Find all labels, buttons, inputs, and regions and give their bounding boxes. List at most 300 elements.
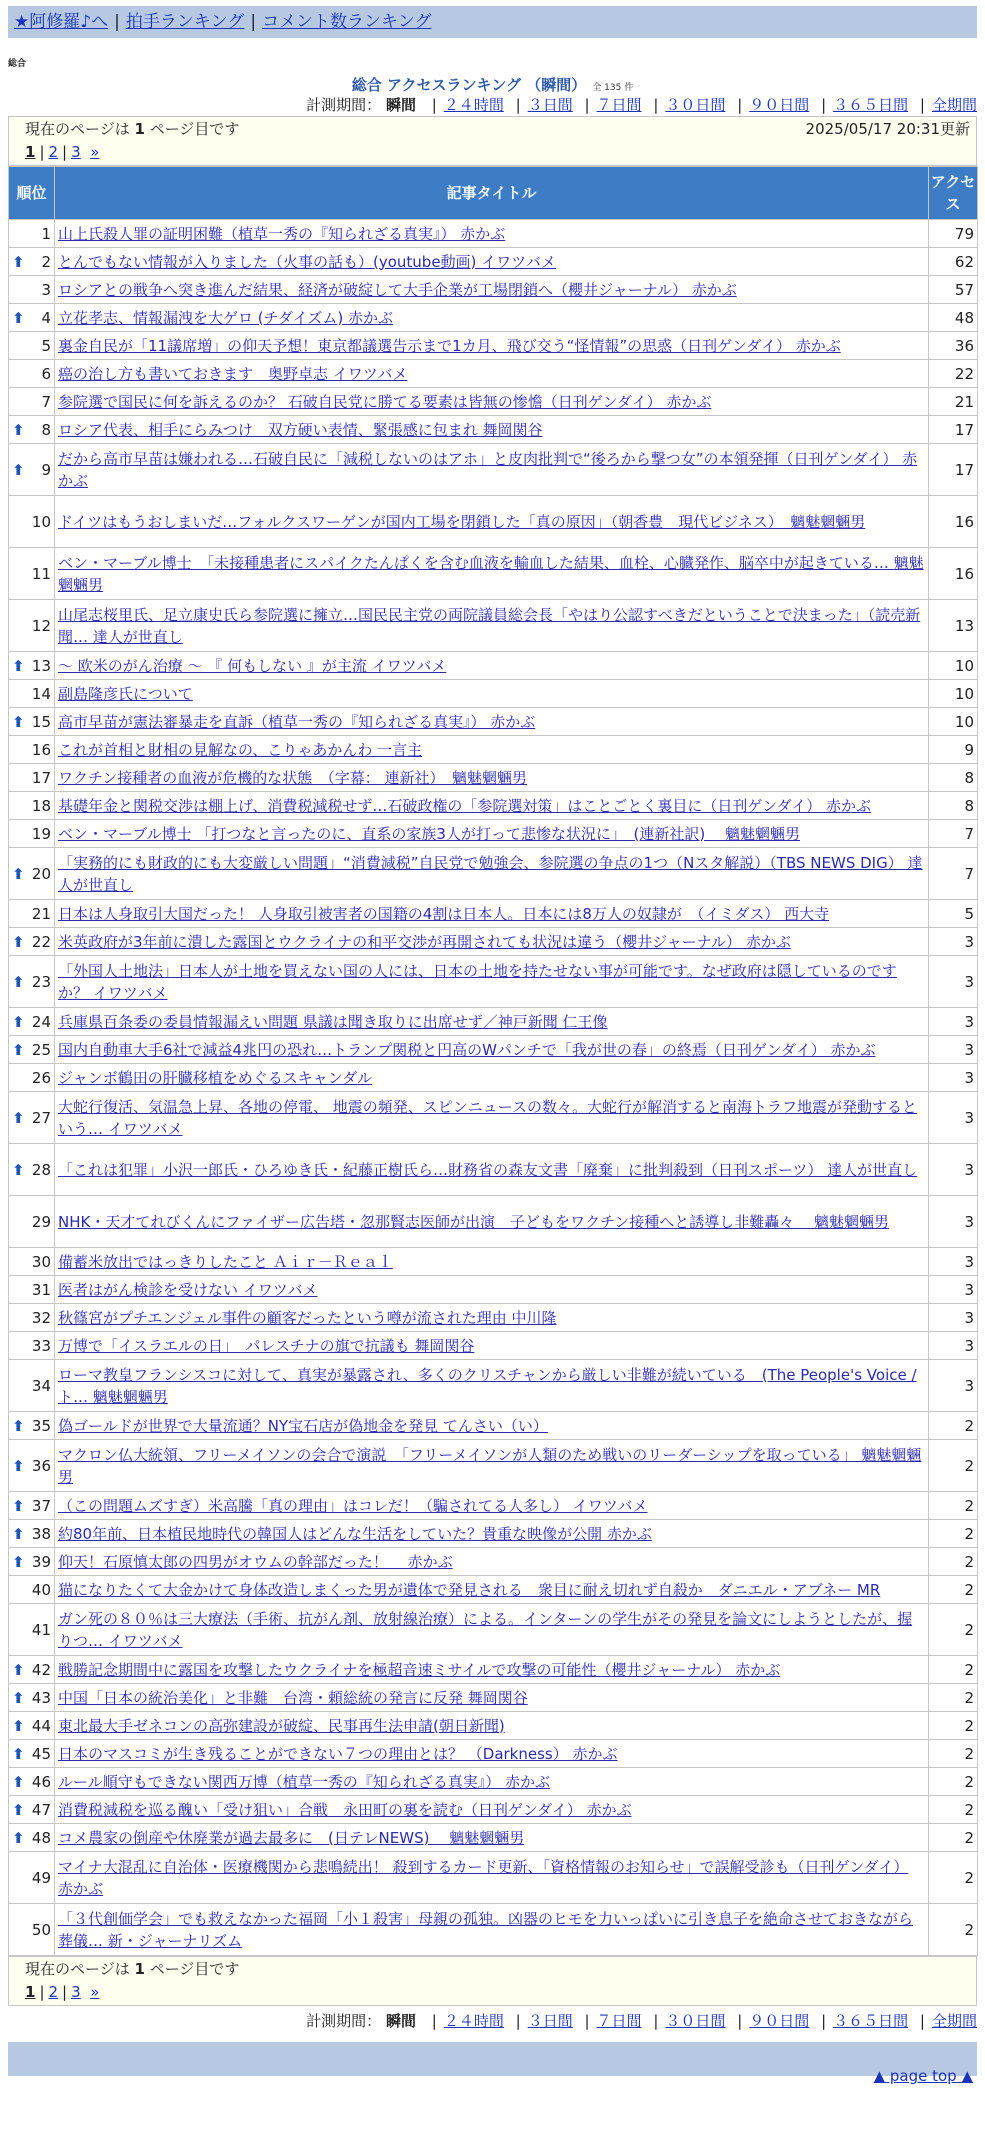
title-cell (55, 1196, 929, 1248)
title-cell (55, 848, 929, 900)
access-count: 16 (929, 496, 978, 548)
article-title-link[interactable]: ルール順守もできない関西万博（植草一秀の『知られざる真実』） 赤かぶ (58, 1772, 550, 1791)
access-count: 10 (929, 652, 978, 680)
nav-link-asyura[interactable]: ★阿修羅♪へ (14, 12, 109, 32)
table-row (9, 848, 978, 900)
title-cell (55, 548, 929, 600)
rank-up-arrow-icon: ⬆ (12, 1416, 25, 1435)
table-row (9, 900, 978, 928)
access-count: 16 (929, 548, 978, 600)
article-title-link[interactable]: 仰天！石原慎太郎の四男がオウムの幹部だった！ 赤かぶ (58, 1552, 453, 1571)
rank-number: 7 (41, 392, 51, 411)
rank-cell (9, 1412, 55, 1440)
rank-cell (9, 1604, 55, 1656)
rank-number: 50 (31, 1920, 51, 1939)
rank-number: 40 (31, 1580, 51, 1599)
rank-up-arrow-icon: ⬆ (12, 1040, 25, 1059)
period-link-24h[interactable]: ２４時間 (443, 96, 504, 114)
table-row (9, 1248, 978, 1276)
rank-cell (9, 1248, 55, 1276)
title-cell (55, 1360, 929, 1412)
rank-up-arrow-icon: ⬆ (12, 1800, 25, 1819)
rank-number: 47 (31, 1800, 51, 1819)
page-next[interactable]: » (90, 1983, 100, 2001)
title-cell (55, 1092, 929, 1144)
access-count: 57 (929, 276, 978, 304)
title-cell (55, 900, 929, 928)
access-count: 10 (929, 680, 978, 708)
rank-cell (9, 1852, 55, 1904)
table-row (9, 1360, 978, 1412)
article-title-link[interactable]: とんでもない情報が入りました（火事の話も）(youtube動画) イワツバメ (58, 252, 556, 271)
rank-number: 6 (41, 364, 51, 383)
rank-cell (9, 1144, 55, 1196)
access-count: 48 (929, 304, 978, 332)
ranking-title: 総合 アクセスランキング （瞬間） (351, 76, 587, 94)
table-row (9, 680, 978, 708)
rank-number: 13 (31, 656, 51, 675)
access-count: 3 (929, 1248, 978, 1276)
rank-up-arrow-icon: ⬆ (12, 1496, 25, 1515)
rank-cell (9, 792, 55, 820)
period-link-30d[interactable]: ３０日間 (665, 96, 726, 114)
table-row (9, 1852, 978, 1904)
table-row (9, 1304, 978, 1332)
title-cell (55, 360, 929, 388)
article-title-link[interactable]: 参院選で国民に何を訴えるのか？ 石破自民党に勝てる要素は皆無の惨憺（日刊ゲンダイ） 赤かぶ (58, 392, 712, 411)
period-current: 瞬間 (385, 96, 416, 114)
article-title-link[interactable]: ～ 欧米のがん治療 ～ 『 何もしない 』が主流 イワツバメ (58, 656, 447, 675)
article-title-link[interactable]: 兵庫県百条委の委員情報漏えい問題 県議は聞き取りに出席せず／神戸新聞 仁王像 (58, 1012, 608, 1031)
title-cell (55, 1604, 929, 1656)
rank-up-arrow-icon: ⬆ (12, 460, 25, 479)
page-link-3[interactable]: 3 (71, 1983, 81, 2001)
period-link-30d[interactable]: ３０日間 (665, 2012, 726, 2030)
table-row (9, 1656, 978, 1684)
rank-cell (9, 680, 55, 708)
access-count: 2 (929, 1740, 978, 1768)
article-title-link[interactable]: 猫になりたくて大金かけて身体改造しまくった男が遺体で発見される 衆目に耐え切れず自殺か ダニエル・アブネー MR (58, 1580, 881, 1599)
table-row (9, 956, 978, 1008)
rank-cell (9, 248, 55, 276)
rank-number: 1 (41, 224, 51, 243)
rank-number: 14 (31, 684, 51, 703)
page-link-2[interactable]: 2 (48, 1983, 59, 2001)
article-title-link[interactable]: だから高市早苗は嫌われる…石破自民に「減税しないのはアホ」と皮肉批判で“後ろから撃つ女”の本領発揮（日刊ゲンダイ） 赤かぶ (58, 449, 918, 490)
article-title-link[interactable]: 癌の治し方も書いておきます 奥野卓志 イワツバメ (58, 364, 408, 383)
title-cell (55, 388, 929, 416)
access-count: 2 (929, 1768, 978, 1796)
access-count: 2 (929, 1604, 978, 1656)
article-title-link[interactable]: 消費税減税を巡る醜い「受け狙い」合戦 永田町の裏を読む（日刊ゲンダイ） 赤かぶ (58, 1800, 632, 1819)
title-cell (55, 1712, 929, 1740)
rank-number: 34 (31, 1376, 51, 1395)
access-count: 9 (929, 736, 978, 764)
ranking-table (8, 166, 978, 1956)
rank-cell (9, 1904, 55, 1956)
page-current: 1 (25, 143, 36, 161)
access-count: 3 (929, 1304, 978, 1332)
period-link-24h[interactable]: ２４時間 (443, 2012, 504, 2030)
access-count: 2 (929, 1824, 978, 1852)
article-title-link[interactable]: 戦勝記念期間中に露国を攻撃したウクライナを極超音速ミサイルで攻撃の可能性（櫻井ジャーナル） 赤かぶ (58, 1660, 781, 1679)
period-link-3d[interactable]: ３日間 (527, 2012, 573, 2030)
article-title-link[interactable]: 国内自動車大手6社で減益4兆円の恐れ…トランプ関税と円高のWパンチで「我が世の春」の終焉（日刊ゲンダイ） 赤かぶ (58, 1040, 876, 1059)
article-title-link[interactable]: ベン・マーブル博士 「打つなと言ったのに、直系の家族3人が打って悲惨な状況に」 (連新社訳) 魑魅魍魎男 (58, 824, 800, 843)
table-row (9, 928, 978, 956)
access-count: 2 (929, 1656, 978, 1684)
table-row (9, 1684, 978, 1712)
rank-cell (9, 1092, 55, 1144)
rank-up-arrow-icon: ⬆ (12, 252, 25, 271)
title-cell (55, 652, 929, 680)
article-title-link[interactable]: ジャンボ鶴田の肝臓移植をめぐるスキャンダル (58, 1068, 373, 1087)
page-text-suffix: ページ目です (149, 120, 240, 138)
rank-cell (9, 848, 55, 900)
rank-cell (9, 1576, 55, 1604)
title-cell (55, 736, 929, 764)
title-cell (55, 820, 929, 848)
rank-cell (9, 928, 55, 956)
nav-separator: | (114, 12, 120, 32)
page-text-suffix: ページ目です (149, 1960, 240, 1978)
rank-number: 4 (41, 308, 51, 327)
title-cell (55, 1684, 929, 1712)
access-count: 3 (929, 1276, 978, 1304)
rank-number: 24 (31, 1012, 51, 1031)
article-title-link[interactable]: 東北最大手ゼネコンの高弥建設が破綻、民事再生法申請(朝日新聞) (58, 1716, 505, 1735)
article-title-link[interactable]: 山上氏殺人罪の証明困難（植草一秀の『知られざる真実』） 赤かぶ (58, 224, 506, 243)
rank-cell (9, 600, 55, 652)
rank-cell (9, 1656, 55, 1684)
rank-cell (9, 1520, 55, 1548)
article-title-link[interactable]: 日本のマスコミが生き残ることができない７つの理由とは？ （Darkness） 赤かぶ (58, 1744, 618, 1763)
title-cell (55, 276, 929, 304)
article-title-link[interactable]: ロシア代表、相手にらみつけ 双方硬い表情、緊張感に包まれ 舞岡関谷 (58, 420, 543, 439)
article-title-link[interactable]: ガン死の８０％は三大療法（手術、抗がん剤、放射線治療）による。インターンの学生がその発見を論文にしようとしたが、握りつ… イワツバメ (58, 1609, 913, 1650)
article-title-link[interactable]: 「実務的にも財政的にも大変厳しい問題」“消費減税”自民党で勉強会、参院選の争点の1つ（Nスタ解説）（TBS NEWS DIG） 達人が世直し (58, 853, 923, 894)
access-count: 2 (929, 1440, 978, 1492)
article-title-link[interactable]: NHK・天才てれびくんにファイザー広告塔・忽那賢志医師が出演 子どもをワクチン接種へと誘導し非難轟々 魑魅魍魎男 (58, 1212, 890, 1231)
title-cell (55, 416, 929, 444)
article-title-link[interactable]: 高市早苗が憲法審暴走を直訴（植草一秀の『知られざる真実』） 赤かぶ (58, 712, 536, 731)
rank-number: 38 (31, 1524, 51, 1543)
rank-number: 39 (31, 1552, 51, 1571)
access-count: 3 (929, 1360, 978, 1412)
table-row (9, 1904, 978, 1956)
nav-link-comment-ranking[interactable]: コメント数ランキング (262, 12, 432, 32)
rank-number: 37 (31, 1496, 51, 1515)
article-title-link[interactable]: コメ農家の倒産や休廃業が過去最多に (日テレNEWS) 魑魅魍魎男 (58, 1828, 525, 1847)
table-row (9, 1824, 978, 1852)
article-title-link[interactable]: （この問題ムズすぎ）米高騰「真の理由」はコレだ！（騙されてる人多し） イワツバメ (58, 1496, 648, 1515)
title-cell (55, 1576, 929, 1604)
access-count: 21 (929, 388, 978, 416)
rank-number: 42 (31, 1660, 51, 1679)
article-title-link[interactable]: 「３代創価学会」でも救えなかった福岡「小１殺害」母親の孤独。凶器のヒモを力いっぱいに引き息子を絶命させておきながら葬儀… 新・ジャーナリズム (58, 1909, 914, 1950)
article-title-link[interactable]: 日本は人身取引大国だった！ 人身取引被害者の国籍の4割は日本人。日本には8万人の奴隷が （イミダス） 西大寺 (58, 904, 830, 923)
access-count: 2 (929, 1904, 978, 1956)
table-row (9, 792, 978, 820)
table-row (9, 764, 978, 792)
page-text-prefix: 現在のページは (25, 1960, 130, 1978)
article-title-link[interactable]: これが首相と財相の見解なの、こりゃあかんわ 一言主 (58, 740, 423, 759)
title-cell (55, 600, 929, 652)
rank-cell (9, 1684, 55, 1712)
rank-cell (9, 1740, 55, 1768)
rank-number: 43 (31, 1688, 51, 1707)
article-title-link[interactable]: 米英政府が3年前に潰した露国とウクライナの和平交渉が再開されても状況は違う（櫻井ジャーナル） 赤かぶ (58, 932, 791, 951)
title-cell (55, 248, 929, 276)
footer-bar (8, 2042, 977, 2085)
rank-cell (9, 1768, 55, 1796)
access-count: 13 (929, 600, 978, 652)
period-link-all[interactable]: 全期間 (931, 2012, 977, 2030)
rank-cell (9, 900, 55, 928)
rank-up-arrow-icon: ⬆ (12, 420, 25, 439)
article-title-link[interactable]: 山尾志桜里氏、足立康史氏ら参院選に擁立…国民民主党の両院議員総会長「やはり公認すべきだということで決まった」（読売新聞… 達人が世直し (58, 605, 921, 646)
access-count: 2 (929, 1712, 978, 1740)
table-row (9, 496, 978, 548)
article-title-link[interactable]: 「これは犯罪」小沢一郎氏・ひろゆき氏・紀藤正樹氏ら…財務省の森友文書「廃棄」に批判殺到（日刊スポーツ） 達人が世直し (58, 1160, 918, 1179)
rank-up-arrow-icon: ⬆ (12, 1744, 25, 1763)
access-count: 3 (929, 1092, 978, 1144)
rank-number: 19 (31, 824, 51, 843)
rank-up-arrow-icon: ⬆ (12, 712, 25, 731)
rank-number: 2 (41, 252, 51, 271)
rank-up-arrow-icon: ⬆ (12, 1716, 25, 1735)
article-title-link[interactable]: 中国「日本の統治美化」と非難 台湾・頼総統の発言に反発 舞岡関谷 (58, 1688, 528, 1707)
table-row (9, 304, 978, 332)
title-cell (55, 304, 929, 332)
rank-number: 10 (31, 512, 51, 531)
article-title-link[interactable]: ベン・マーブル博士 「未接種患者にスパイクたんぱくを含む血液を輸血した結果、血栓、心臓発作、脳卒中が起きている… 魑魅魍魎男 (58, 553, 924, 594)
nav-separator: | (250, 12, 257, 32)
rank-up-arrow-icon: ⬆ (12, 1456, 25, 1475)
access-count: 2 (929, 1576, 978, 1604)
rank-number: 3 (41, 280, 51, 299)
table-row (9, 1576, 978, 1604)
table-row (9, 1036, 978, 1064)
table-row (9, 388, 978, 416)
rank-up-arrow-icon: ⬆ (12, 1772, 25, 1791)
rank-number: 22 (31, 932, 51, 951)
table-row (9, 548, 978, 600)
rank-number: 36 (31, 1456, 51, 1475)
table-row (9, 416, 978, 444)
access-count: 2 (929, 1796, 978, 1824)
nav-link-clap-ranking[interactable]: 拍手ランキング (125, 12, 245, 32)
access-count: 3 (929, 956, 978, 1008)
access-count: 3 (929, 1196, 978, 1248)
article-title-link[interactable]: 「外国人土地法」日本人が土地を買えない国の人には、日本の土地を持たせない事が可能です。なぜ政府は隠しているのですか？ イワツバメ (58, 961, 897, 1002)
title-cell (55, 220, 929, 248)
article-title-link[interactable]: ロシアとの戦争へ突き進んだ結果、経済が破綻して大手企業が工場閉鎖へ（櫻井ジャーナル） 赤かぶ (58, 280, 737, 299)
title-cell (55, 1144, 929, 1196)
pagination-bottom: 1 | 2 | 3 » (25, 1983, 100, 2001)
rank-up-arrow-icon: ⬆ (12, 1688, 25, 1707)
access-count: 17 (929, 444, 978, 496)
page-number: 1 (134, 1960, 145, 1978)
rank-cell (9, 496, 55, 548)
rank-number: 25 (31, 1040, 51, 1059)
title-cell (55, 1740, 929, 1768)
rank-number: 5 (41, 336, 51, 355)
article-title-link[interactable]: マクロン仏大統領、フリーメイソンの会合で演説 「フリーメイソンが人類のため戦いのリーダーシップを取っている」 魑魅魍魎男 (58, 1445, 922, 1486)
article-title-link[interactable]: 約80年前、日本植民地時代の韓国人はどんな生活をしていた？貴重な映像が公開 赤かぶ (58, 1524, 652, 1543)
rank-cell (9, 1548, 55, 1576)
title-cell (55, 1492, 929, 1520)
rank-up-arrow-icon: ⬆ (12, 1828, 25, 1847)
table-row (9, 736, 978, 764)
rank-cell (9, 1008, 55, 1036)
ranking-rows (9, 220, 978, 1956)
page-number: 1 (134, 120, 145, 138)
article-title-link[interactable]: 基礎年金と関税交渉は棚上げ、消費税減税せず…石破政権の「参院選対策」はことごとく裏目に（日刊ゲンダイ） 赤かぶ (58, 796, 871, 815)
article-title-link[interactable]: マイナ大混乱に自治体・医療機関から悲鳴続出！ 殺到するカード更新、「資格情報のお知らせ」で誤解受診も（日刊ゲンダイ） 赤かぶ (58, 1857, 909, 1898)
rank-cell (9, 1064, 55, 1092)
rank-cell (9, 548, 55, 600)
article-title-link[interactable]: ローマ教皇フランシスコに対して、真実が暴露され、多くのクリスチャンから厳しい非難が続いている (The People's Voice / ト… 魑魅魍魎男 (58, 1365, 917, 1406)
rank-up-arrow-icon: ⬆ (12, 656, 25, 675)
table-row (9, 1548, 978, 1576)
article-title-link[interactable]: 備蓄米放出ではっきりしたこと Ａｉｒ－Ｒｅａｌ (58, 1252, 393, 1271)
access-count: 2 (929, 1492, 978, 1520)
period-link-365d[interactable]: ３６５日間 (833, 2012, 909, 2030)
article-title-link[interactable]: 偽ゴールドが世界で大量流通？NY宝石店が偽地金を発見 てんさい（い） (58, 1416, 548, 1435)
period-link-7d[interactable]: ７日間 (596, 96, 642, 114)
table-row (9, 444, 978, 496)
top-nav-bar (8, 6, 977, 38)
article-title-link[interactable]: 医者はがん検診を受けない イワツバメ (58, 1280, 318, 1299)
rank-up-arrow-icon: ⬆ (12, 932, 25, 951)
rank-number: 46 (31, 1772, 51, 1791)
period-label: 計測期間： (306, 2012, 382, 2030)
access-count: 36 (929, 332, 978, 360)
rank-cell (9, 1196, 55, 1248)
access-count: 17 (929, 416, 978, 444)
period-link-90d[interactable]: ９０日間 (749, 2012, 810, 2030)
table-row (9, 708, 978, 736)
table-row (9, 1092, 978, 1144)
period-link-7d[interactable]: ７日間 (596, 2012, 642, 2030)
rank-up-arrow-icon: ⬆ (12, 1012, 25, 1031)
access-count: 3 (929, 1144, 978, 1196)
rank-cell (9, 304, 55, 332)
rank-up-arrow-icon: ⬆ (12, 1660, 25, 1679)
table-row (9, 1712, 978, 1740)
rank-number: 21 (31, 904, 51, 923)
header-title: 記事タイトル (55, 167, 929, 220)
title-cell (55, 1036, 929, 1064)
rank-up-arrow-icon: ⬆ (12, 1524, 25, 1543)
table-row (9, 1740, 978, 1768)
article-title-link[interactable]: ドイツはもうおしまいだ…フォルクスワーゲンが国内工場を閉鎖した「真の原因」（朝香豊 現代ビジネス） 魑魅魍魎男 (58, 512, 866, 531)
total-count: 全 135 件 (592, 83, 634, 93)
title-cell (55, 956, 929, 1008)
title-cell (55, 1248, 929, 1276)
article-title-link[interactable]: ワクチン接種者の血液が危機的な状態 （字幕： 連新社） 魑魅魍魎男 (58, 768, 528, 787)
title-cell (55, 680, 929, 708)
table-row (9, 1604, 978, 1656)
page-next[interactable]: » (90, 143, 100, 161)
rank-number: 30 (31, 1252, 51, 1271)
title-cell (55, 1304, 929, 1332)
article-title-link[interactable]: 秋篠宮がプチエンジェル事件の顧客だったという噂が流された理由 中川隆 (58, 1308, 557, 1327)
article-title-link[interactable]: 万博で「イスラエルの日」 パレスチナの旗で抗議も 舞岡関谷 (58, 1336, 475, 1355)
page-link-2[interactable]: 2 (48, 143, 59, 161)
rank-up-arrow-icon: ⬆ (12, 1108, 25, 1127)
page-link-3[interactable]: 3 (71, 143, 81, 161)
rank-number: 26 (31, 1068, 51, 1087)
period-link-90d[interactable]: ９０日間 (749, 96, 810, 114)
period-label: 計測期間： (306, 96, 382, 114)
rank-number: 31 (31, 1280, 51, 1299)
article-title-link[interactable]: 立花孝志、情報漏洩を大ゲロ (チダイズム) 赤かぶ (58, 308, 394, 327)
rank-up-arrow-icon: ⬆ (12, 308, 25, 327)
title-cell (55, 1548, 929, 1576)
title-cell (55, 764, 929, 792)
table-row (9, 1768, 978, 1796)
rank-cell (9, 1304, 55, 1332)
table-row (9, 1412, 978, 1440)
rank-number: 44 (31, 1716, 51, 1735)
rank-number: 41 (31, 1620, 51, 1639)
rank-cell (9, 220, 55, 248)
access-count: 5 (929, 900, 978, 928)
table-row (9, 1332, 978, 1360)
rank-cell (9, 1276, 55, 1304)
access-count: 10 (929, 708, 978, 736)
access-count: 3 (929, 1036, 978, 1064)
rank-cell (9, 1796, 55, 1824)
article-title-link[interactable]: 裏金自民が「11議席増」の仰天予想！東京都議選告示まで1カ月、飛び交う“怪情報”の思惑（日刊ゲンダイ） 赤かぶ (58, 336, 841, 355)
title-cell (55, 1852, 929, 1904)
rank-cell (9, 736, 55, 764)
rank-number: 23 (31, 972, 51, 991)
rank-cell (9, 1332, 55, 1360)
article-title-link[interactable]: 大蛇行復活、気温急上昇、各地の停電、 地震の頻発、スピンニュースの数々。大蛇行が解消すると南海トラフ地震が発動するという… イワツバメ (58, 1097, 918, 1138)
rank-cell (9, 820, 55, 848)
rank-number: 29 (31, 1212, 51, 1231)
rank-number: 18 (31, 796, 51, 815)
rank-cell (9, 1036, 55, 1064)
rank-cell (9, 1712, 55, 1740)
access-count: 3 (929, 1332, 978, 1360)
rank-number: 17 (31, 768, 51, 787)
title-cell (55, 1008, 929, 1036)
rank-up-arrow-icon: ⬆ (12, 864, 25, 883)
table-header-row (9, 167, 978, 220)
period-link-365d[interactable]: ３６５日間 (833, 96, 909, 114)
pagination-top: 1 | 2 | 3 » (25, 143, 100, 161)
period-link-3d[interactable]: ３日間 (527, 96, 573, 114)
page-info-bottom (8, 1956, 977, 2006)
page-top-link[interactable]: ▲ page top ▲ (873, 2067, 973, 2085)
rank-cell (9, 1492, 55, 1520)
rank-cell (9, 1360, 55, 1412)
title-cell (55, 1824, 929, 1852)
access-count: 2 (929, 1852, 978, 1904)
access-count: 8 (929, 792, 978, 820)
title-cell (55, 1796, 929, 1824)
table-row (9, 1440, 978, 1492)
access-count: 3 (929, 1008, 978, 1036)
access-count: 79 (929, 220, 978, 248)
article-title-link[interactable]: 副島隆彦氏について (58, 684, 193, 703)
period-link-all[interactable]: 全期間 (931, 96, 977, 114)
table-row (9, 1492, 978, 1520)
